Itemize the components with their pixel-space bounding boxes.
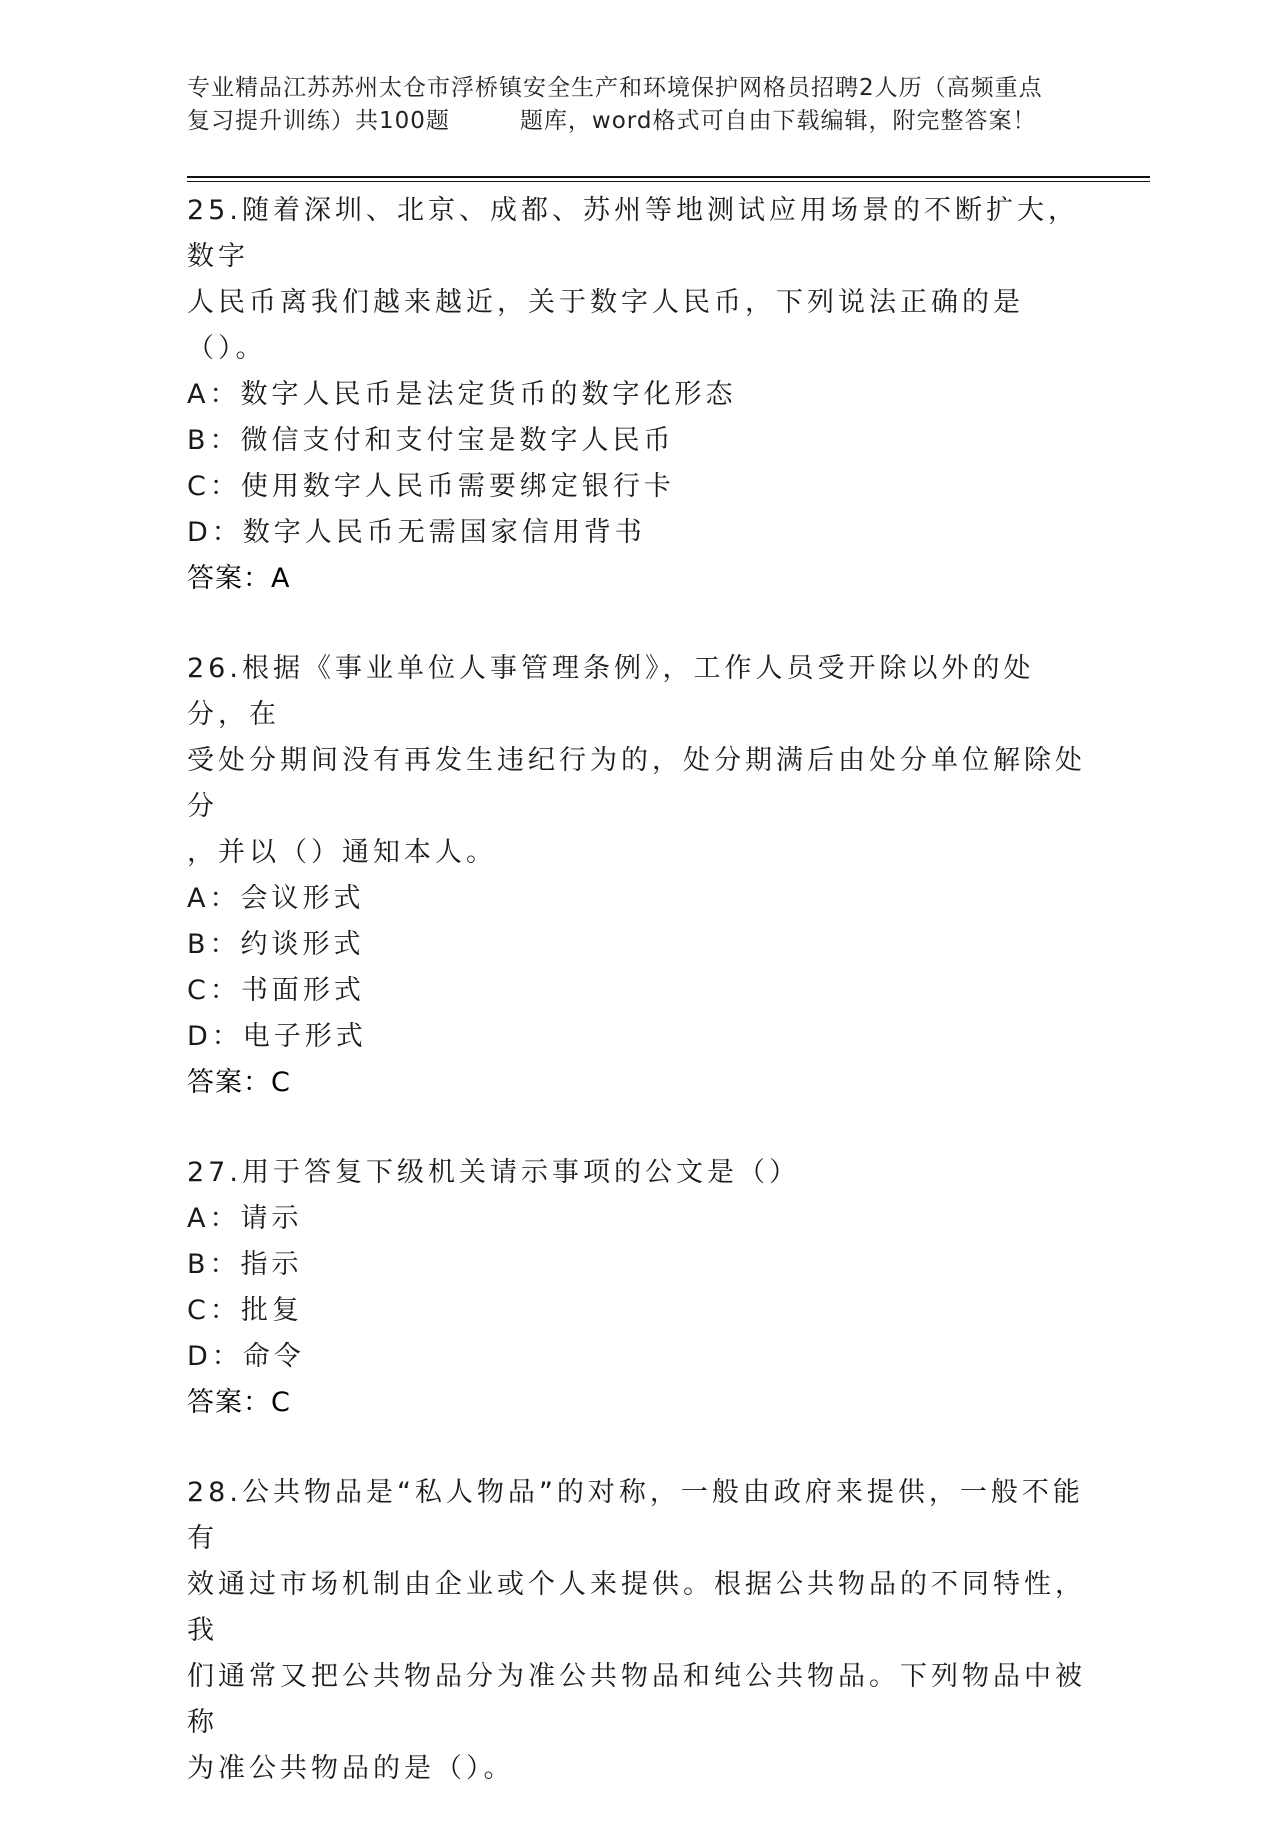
question-27 bbox=[187, 1150, 1087, 1426]
answer-label: 答案：C bbox=[187, 1067, 291, 1098]
question-text: ，并以（）通知本人。 bbox=[187, 837, 497, 868]
option-c: C：书面形式 bbox=[187, 975, 365, 1006]
option-c: C：批复 bbox=[187, 1295, 303, 1326]
question-26 bbox=[187, 646, 1087, 1106]
question-text: 27.用于答复下级机关请示事项的公文是（） bbox=[187, 1157, 800, 1188]
option-a: A：请示 bbox=[187, 1203, 303, 1234]
question-text: 26.根据《事业单位人事管理条例》，工作人员受开除以外的处分，在 bbox=[187, 653, 1035, 730]
header-line-2-part-1: 复习提升训练）共100题 bbox=[187, 108, 450, 134]
question-text: 们通常又把公共物品分为准公共物品和纯公共物品。下列物品中被称 bbox=[187, 1661, 1086, 1738]
option-b: B：指示 bbox=[187, 1249, 303, 1280]
question-text: 为准公共物品的是（）。 bbox=[187, 1753, 515, 1784]
question-text: 25.随着深圳、北京、成都、苏州等地测试应用场景的不断扩大，数字 bbox=[187, 195, 1079, 272]
option-d: D：命令 bbox=[187, 1341, 305, 1372]
option-b: B：约谈形式 bbox=[187, 929, 365, 960]
header-line-2-part-2: 题库，word格式可自由下载编辑，附完整答案！ bbox=[519, 108, 1037, 134]
question-text: 效通过市场机制由企业或个人来提供。根据公共物品的不同特性，我 bbox=[187, 1569, 1086, 1646]
option-d: D：数字人民币无需国家信用背书 bbox=[187, 517, 646, 548]
header-divider-thin bbox=[187, 181, 1150, 182]
question-text: 28.公共物品是“私人物品”的对称，一般由政府来提供，一般不能有 bbox=[187, 1477, 1084, 1554]
answer-label: 答案：A bbox=[187, 563, 291, 594]
header-divider-thick bbox=[187, 176, 1150, 178]
page-header bbox=[187, 72, 1087, 138]
question-text: 人民币离我们越来越近，关于数字人民币，下列说法正确的是（）。 bbox=[187, 287, 1024, 364]
header-line-2 bbox=[187, 105, 1087, 138]
question-28 bbox=[187, 1470, 1087, 1792]
question-list bbox=[187, 188, 1087, 1836]
option-d: D：电子形式 bbox=[187, 1021, 367, 1052]
header-line-1: 专业精品江苏苏州太仓市浮桥镇安全生产和环境保护网格员招聘2人历（高频重点 bbox=[187, 75, 1043, 101]
option-a: A：会议形式 bbox=[187, 883, 365, 914]
answer-label: 答案：C bbox=[187, 1387, 291, 1418]
option-b: B：微信支付和支付宝是数字人民币 bbox=[187, 425, 675, 456]
option-c: C：使用数字人民币需要绑定银行卡 bbox=[187, 471, 675, 502]
question-text: 受处分期间没有再发生违纪行为的，处分期满后由处分单位解除处分 bbox=[187, 745, 1086, 822]
option-a: A：数字人民币是法定货币的数字化形态 bbox=[187, 379, 737, 410]
question-25 bbox=[187, 188, 1087, 602]
